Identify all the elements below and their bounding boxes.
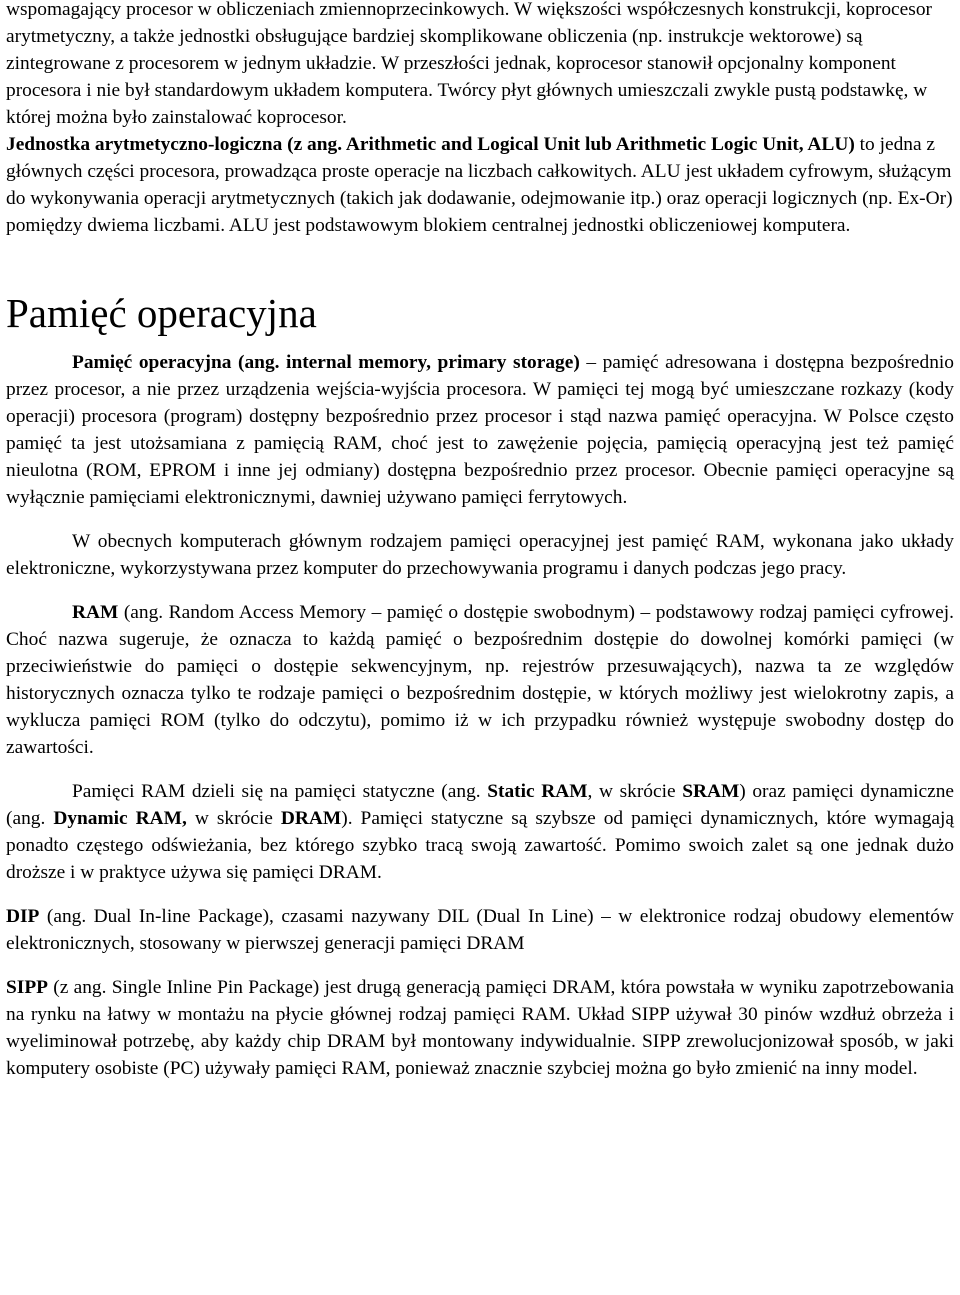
memory-term: Pamięć operacyjna (ang. internal memory, primary storage) xyxy=(72,352,580,373)
ram-definition-paragraph xyxy=(6,599,954,761)
dip-term: DIP xyxy=(6,906,40,927)
dip-description: (ang. Dual In-line Package), czasami nazywany DIL (Dual In Line) – w elektronice rodzaj obudowy elementów elektronicznych, stosowany w pierwszej generacji pamięci DRAM xyxy=(6,906,954,954)
memory-definition-paragraph xyxy=(6,349,954,511)
ram-types-text-g: w skrócie xyxy=(186,808,281,829)
ram-term: RAM xyxy=(72,602,119,623)
ram-types-paragraph xyxy=(6,778,954,886)
ram-types-text-e: ) oraz pamięci dynamiczne (ang. xyxy=(6,781,954,829)
alu-term: Jednostka arytmetyczno-logiczna (z ang. xyxy=(6,134,346,155)
coprocessor-paragraph: wspomagający procesor w obliczeniach zmiennoprzecinkowych. W większości współczesnych konstrukcji, koprocesor arytmetyczny, a także jednostki obsługujące bardziej skomplikowane obliczenia (np. instrukcje wektorowe) są zintegrowane z procesorem w jednym układzie. W przeszłości jednak, koprocesor stanowił opcjonalny komponent procesora i nie był standardowym układem komputera. Twórcy płyt głównych umieszczali zwykle pustą podstawkę, w której można było zainstalować koprocesor. xyxy=(6,0,932,128)
alu-term-english: Arithmetic and Logical Unit lub Arithmetic Logic Unit, ALU) xyxy=(345,134,855,155)
alu-description: to jedna z głównych części procesora, prowadząca proste operacje na liczbach całkowitych. ALU jest układem cyfrowym, służącym do wykonywania operacji arytmetycznych (takich jak dodawanie, odejmowanie itp.) oraz operacji logicznych (np. Ex-Or) pomiędzy dwiema liczbami. ALU jest podstawowym blokiem centralnej jednostki obliczeniowej komputera. xyxy=(6,134,953,236)
dram-term: DRAM xyxy=(280,808,342,829)
memory-description: – pamięć adresowana i dostępna bezpośrednio przez procesor, a nie przez urządzenia wejścia-wyjścia procesora. W pamięci tej mogą być umieszczane rozkazy (kody operacji) procesora (program) dostępny bezpośrednio przez procesor i stąd nazwa pamięć operacyjna. W Polsce często pamięć ta jest utożsamiana z pamięcią RAM, choć jest to zawężenie pojęcia, pamięcią operacyjną jest też pamięć nieulotna (ROM, EPROM i inne jej odmiany) dostępna bezpośrednio przez procesor. Obecnie pamięci operacyjne są wyłącznie pamięciami elektronicznymi, dawniej używano pamięci ferrytowych. xyxy=(6,352,954,508)
ram-types-text-c: , w skrócie xyxy=(587,781,683,802)
sipp-description: (z ang. Single Inline Pin Package) jest drugą generacją pamięci DRAM, która powstała w wyniku zapotrzebowania na rynku na łatwy w montażu na płycie głównej rodzaj pamięci RAM. Układ SIPP używał 30 pinów wzdłuż obrzeża i wyeliminował potrzebę, aby każdy chip DRAM był montowany indywidualnie. SIPP zrewolucjonizował sposób, w jaki komputery osobiste (PC) używały pamięci RAM, ponieważ znacznie szybciej można go było zmienić na inny model. xyxy=(6,977,954,1079)
ram-types-text-i: ). Pamięci statyczne są szybsze od pamięci dynamicznych, które wymagają ponadto częstego odświeżania, bez którego szybko tracą swoją zawartość. Pomimo swoich zalet są one jednak dużo droższe i w praktyce używa się pamięci DRAM. xyxy=(6,808,954,883)
ram-intro-paragraph: W obecnych komputerach głównym rodzajem pamięci operacyjnej jest pamięć RAM, wykonana jako układy elektroniczne, wykorzystywana przez komputer do przechowywania programu i danych podczas jego pracy. xyxy=(6,531,954,579)
section-heading: Pamięć operacyjna xyxy=(6,290,317,336)
sram-term: SRAM xyxy=(682,781,740,802)
sipp-paragraph xyxy=(6,974,954,1082)
sram-full-term: Static RAM xyxy=(487,781,588,802)
ram-description: (ang. Random Access Memory – pamięć o dostępie swobodnym) – podstawowy rodzaj pamięci cyfrowej. Choć nazwa sugeruje, że oznacza to każdą pamięć o bezpośrednim dostępie do dowolnej komórki pamięci (w przeciwieństwie do pamięci o dostępie sekwencyjnym, np. rejestrów przesuwających), nazwa ta ze względów historycznych oznacza tylko te rodzaje pamięci o bezpośrednim dostępie, w których możliwy jest wielokrotny zapis, a wyklucza pamięci ROM (tylko do odczytu), pomimo iż w ich przypadku również występuje swobodny dostęp do zawartości. xyxy=(6,602,954,758)
sipp-term: SIPP xyxy=(6,977,49,998)
alu-paragraph xyxy=(6,131,954,239)
ram-types-text-a: Pamięci RAM dzieli się na pamięci statyczne (ang. xyxy=(72,781,488,802)
dip-paragraph xyxy=(6,903,954,957)
dram-full-term: Dynamic RAM, xyxy=(53,808,187,829)
